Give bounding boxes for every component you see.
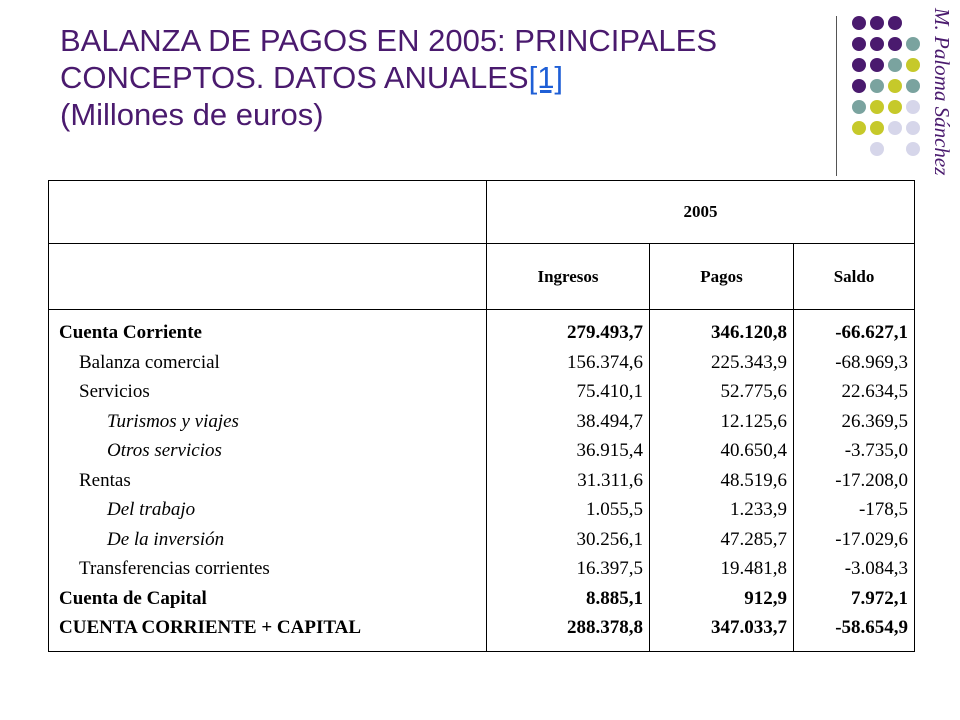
decorative-dot (888, 16, 902, 30)
title-line-2: CONCEPTOS. DATOS ANUALES (60, 60, 529, 95)
header-empty-cell (49, 181, 487, 244)
row-label: Cuenta de Capital (59, 587, 207, 609)
decorative-dot (906, 142, 920, 156)
decorative-dot (906, 121, 920, 135)
decorative-dot (870, 121, 884, 135)
decorative-dot (888, 100, 902, 114)
subtitle-units: (Millones de euros) (60, 97, 324, 132)
row-label: Transferencias corrientes (79, 558, 270, 580)
decorative-dot (870, 37, 884, 51)
decorative-dot (870, 100, 884, 114)
cell-pagos: 347.033,7 (711, 617, 787, 639)
cell-pagos: 346.120,8 (711, 322, 787, 344)
cell-pagos: 40.650,4 (720, 440, 787, 462)
cell-saldo: -17.208,0 (835, 469, 909, 491)
title-line-1: BALANZA DE PAGOS EN 2005: PRINCIPALES (60, 23, 717, 58)
cell-ingresos: 31.311,6 (577, 469, 643, 491)
saldo-column (794, 310, 915, 652)
cell-ingresos: 8.885,1 (586, 587, 643, 609)
row-label: CUENTA CORRIENTE + CAPITAL (59, 617, 362, 639)
header-row-year (49, 181, 915, 244)
cell-pagos: 1.233,9 (730, 499, 787, 521)
cell-saldo: -178,5 (858, 499, 909, 521)
cell-saldo: -58.654,9 (835, 617, 909, 639)
cell-saldo: -66.627,1 (835, 322, 909, 344)
row-label: Otros servicios (107, 440, 222, 462)
decorative-dot (870, 58, 884, 72)
row-label: Rentas (79, 469, 131, 491)
cell-saldo: -17.029,6 (835, 528, 909, 550)
pagos-column (650, 310, 794, 652)
row-label: De la inversión (107, 528, 225, 550)
cell-pagos: 912,9 (744, 587, 787, 609)
header-row-columns (49, 244, 915, 310)
cell-pagos: 47.285,7 (720, 528, 787, 550)
footnote-link[interactable]: [1] (528, 60, 564, 95)
decorative-dot (852, 121, 866, 135)
labels-column (49, 310, 487, 652)
cell-pagos: 48.519,6 (720, 469, 787, 491)
cell-saldo: 22.634,5 (841, 381, 909, 403)
cell-ingresos: 156.374,6 (567, 351, 643, 373)
cell-ingresos: 16.397,5 (576, 558, 643, 580)
decorative-dot (870, 79, 884, 93)
decorative-dot (906, 79, 920, 93)
ingresos-column (487, 310, 650, 652)
cell-pagos: 12.125,6 (720, 410, 787, 432)
decorative-dot (852, 79, 866, 93)
cell-saldo: -3.735,0 (844, 440, 909, 462)
cell-saldo: 7.972,1 (851, 587, 909, 609)
cell-ingresos: 36.915,4 (576, 440, 643, 462)
cell-ingresos: 279.493,7 (567, 322, 643, 344)
header-year: 2005 (487, 181, 915, 244)
cell-ingresos: 75.410,1 (576, 381, 643, 403)
row-label: Cuenta Corriente (59, 322, 202, 344)
cell-ingresos: 38.494,7 (576, 410, 643, 432)
cell-ingresos: 30.256,1 (576, 528, 643, 550)
decorative-dot (906, 37, 920, 51)
row-label: Turismos y viajes (107, 410, 239, 432)
cell-pagos: 19.481,8 (720, 558, 787, 580)
decorative-dot (852, 16, 866, 30)
cell-pagos: 225.343,9 (711, 351, 787, 373)
decorative-dot (852, 37, 866, 51)
decorative-dot (870, 142, 884, 156)
author-signature: M. Paloma Sánchez (930, 8, 954, 176)
balance-table (48, 180, 915, 652)
decorative-dot (870, 16, 884, 30)
slide-title (60, 22, 820, 133)
decorative-dot-grid (847, 13, 927, 163)
row-label: Servicios (79, 381, 150, 403)
table-body-row (49, 310, 915, 652)
decorative-dot (888, 37, 902, 51)
col-header-pagos: Pagos (650, 244, 794, 310)
cell-saldo: -68.969,3 (835, 351, 909, 373)
row-label: Del trabajo (107, 499, 196, 521)
header-empty-cell (49, 244, 487, 310)
decorative-dot (906, 58, 920, 72)
cell-saldo: 26.369,5 (841, 410, 909, 432)
cell-ingresos: 288.378,8 (567, 617, 643, 639)
cell-ingresos: 1.055,5 (586, 499, 643, 521)
decorative-dot (888, 79, 902, 93)
decorative-dot (852, 58, 866, 72)
row-label: Balanza comercial (79, 351, 220, 373)
decorative-dot (852, 100, 866, 114)
decorative-dot (888, 58, 902, 72)
cell-pagos: 52.775,6 (720, 381, 787, 403)
decorative-dot (888, 121, 902, 135)
decorative-dot (906, 100, 920, 114)
divider-line (836, 16, 837, 176)
col-header-ingresos: Ingresos (487, 244, 650, 310)
cell-saldo: -3.084,3 (844, 558, 909, 580)
col-header-saldo: Saldo (794, 244, 915, 310)
